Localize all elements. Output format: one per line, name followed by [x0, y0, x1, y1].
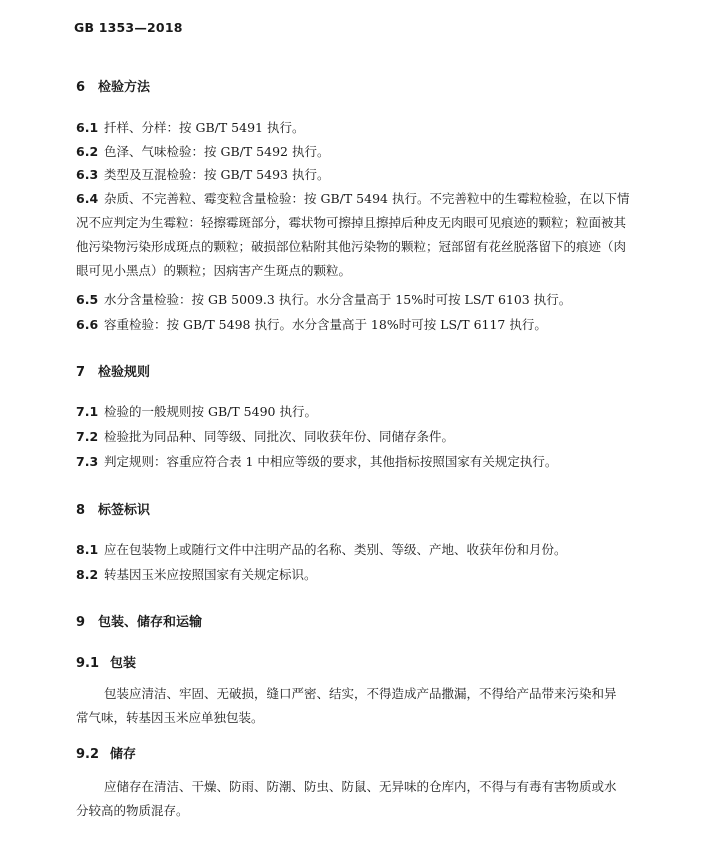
clause-number: 6.1 — [76, 120, 99, 135]
section-title: 标签标识 — [98, 503, 151, 518]
clause-6-3 — [76, 163, 634, 187]
clause-number: 7.2 — [76, 429, 99, 444]
storage-paragraph: 应储存在清洁、干燥、防雨、防潮、防虫、防鼠、无异味的仓库内，不得与有毒有害物质或水分较高的物质混存。 — [76, 779, 617, 818]
section-title: 包装、储存和运输 — [98, 615, 203, 630]
clause-text: 检验批为同品种、同等级、同批次、同收获年份、同储存条件。 — [104, 429, 455, 444]
packaging-paragraph: 包装应清洁、牢固、无破损，缝口严密、结实，不得造成产品撒漏，不得给产品带来污染和异常气味，转基因玉米应单独包装。 — [76, 686, 617, 725]
clause-text: 色泽、气味检验：按 GB/T 5492 执行。 — [104, 144, 330, 159]
section-9-heading — [76, 611, 202, 630]
clause-text: 判定规则：容重应符合表 1 中相应等级的要求，其他指标按照国家有关规定执行。 — [104, 454, 558, 469]
clause-6-6 — [76, 313, 634, 337]
clause-6-4 — [76, 187, 634, 283]
clause-7-3 — [76, 450, 634, 474]
section-number: 7 — [76, 365, 86, 380]
clause-text: 类型及互混检验：按 GB/T 5493 执行。 — [104, 167, 330, 182]
subsection-title: 包装 — [110, 656, 137, 671]
section-7-heading — [76, 361, 150, 380]
section-title: 检验规则 — [98, 365, 151, 380]
section-number: 6 — [76, 80, 86, 95]
subsection-number: 9.1 — [76, 656, 100, 671]
clause-number: 6.4 — [76, 191, 99, 206]
clause-7-1 — [76, 400, 634, 424]
clause-7-2 — [76, 425, 634, 449]
section-8-heading — [76, 499, 150, 518]
subsection-9-2-heading — [76, 743, 136, 762]
clause-8-1 — [76, 538, 634, 562]
clause-6-1 — [76, 116, 634, 140]
clause-number: 7.1 — [76, 404, 99, 419]
clause-number: 6.6 — [76, 317, 99, 332]
subsection-9-1-heading — [76, 652, 136, 671]
clause-number: 7.3 — [76, 454, 99, 469]
clause-text: 转基因玉米应按照国家有关规定标识。 — [104, 567, 317, 582]
clause-text: 检验的一般规则按 GB/T 5490 执行。 — [104, 404, 317, 419]
subsection-title: 储存 — [110, 747, 137, 762]
clause-number: 6.2 — [76, 144, 99, 159]
section-title: 检验方法 — [98, 80, 151, 95]
clause-text: 扦样、分样：按 GB/T 5491 执行。 — [104, 120, 305, 135]
clause-8-2 — [76, 563, 634, 587]
clause-text: 应在包装物上或随行文件中注明产品的名称、类别、等级、产地、收获年份和月份。 — [104, 542, 567, 557]
standard-number-header: GB 1353—2018 — [74, 20, 183, 35]
clause-6-5 — [76, 288, 634, 312]
section-number: 8 — [76, 503, 86, 518]
clause-text: 容重检验：按 GB/T 5498 执行。水分含量高于 18%时可按 LS/T 6117 执行。 — [104, 317, 547, 332]
clause-6-2 — [76, 140, 634, 164]
subsection-number: 9.2 — [76, 747, 100, 762]
clause-number: 6.5 — [76, 292, 99, 307]
clause-number: 6.3 — [76, 167, 99, 182]
clause-text: 杂质、不完善粒、霉变粒含量检验：按 GB/T 5494 执行。不完善粒中的生霉粒检验，在以下情况不应判定为生霉粒：轻擦霉斑部分，霉状物可擦掉且擦掉后种皮无肉眼可见痕迹的颗粒；粒面被其他污染物污染形成斑点的颗粒；破损部位粘附其他污染物的颗粒；冠部留有花丝脱落留下的痕迹（肉眼可见小黑点）的颗粒；因病害产生斑点的颗粒。 — [76, 191, 630, 278]
section-number: 9 — [76, 615, 86, 630]
clause-number: 8.1 — [76, 542, 99, 557]
clause-number: 8.2 — [76, 567, 99, 582]
section-6-heading — [76, 76, 150, 95]
clause-text: 水分含量检验：按 GB 5009.3 执行。水分含量高于 15%时可按 LS/T 6103 执行。 — [104, 292, 572, 307]
